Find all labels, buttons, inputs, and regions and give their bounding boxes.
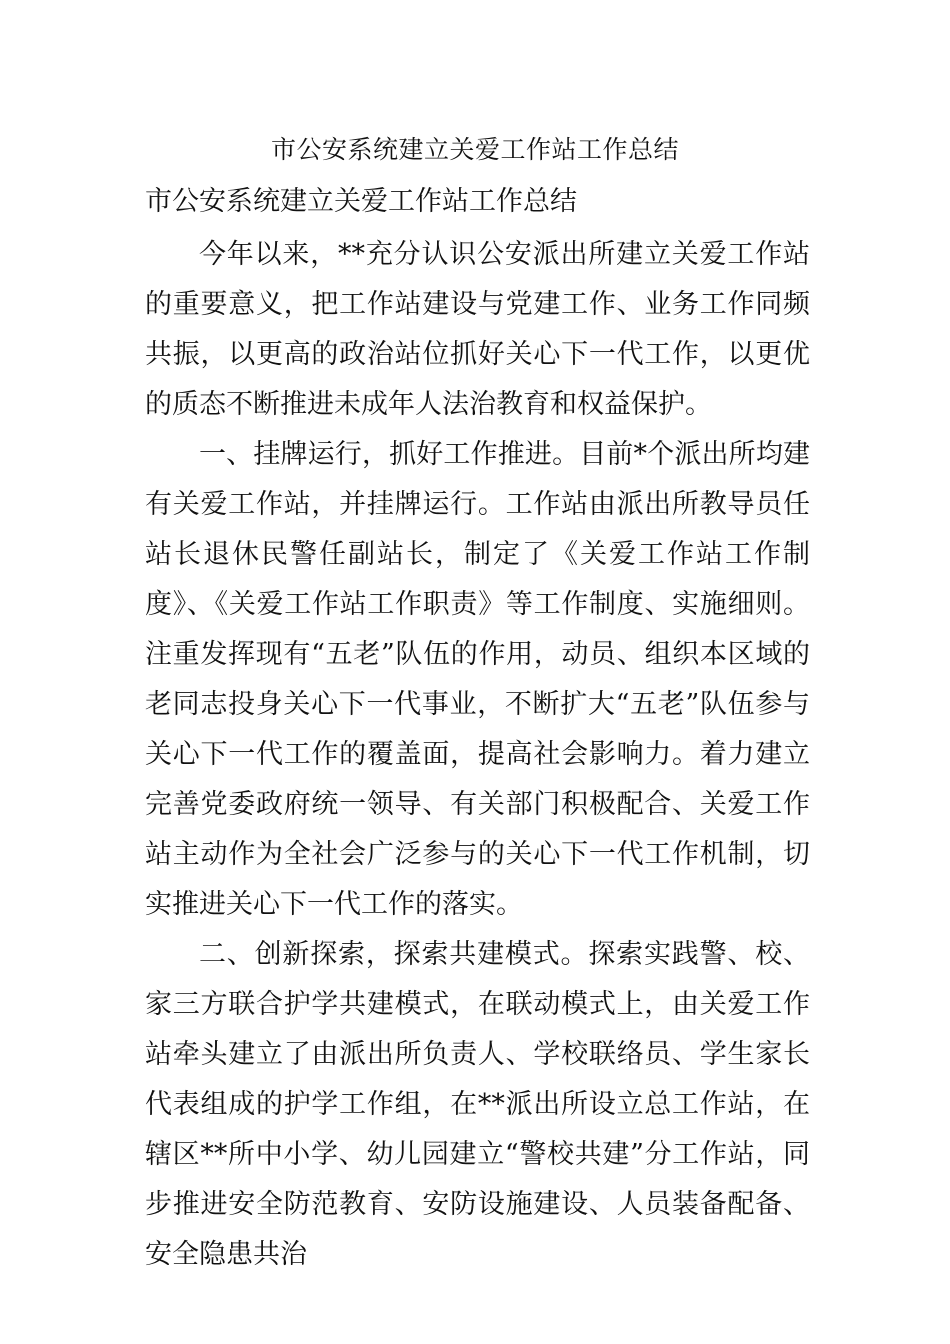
paragraph-section-two: 二、创新探索，探索共建模式。探索实践警、校、家三方联合护学共建模式，在联动模式上，由关爱工作站牵头建立了由派出所负责人、学校联络员、学生家长代表组成的护学工作组，在**派出所设立总工作站，在辖区**所中小学、幼儿园建立“警校共建”分工作站，同步推进安全防范教育、安防设施建设、人员装备配备、安全隐患共治	[145, 939, 810, 1270]
document-body	[145, 230, 810, 1280]
document-title: 市公安系统建立关爱工作站工作总结	[270, 135, 679, 164]
paragraph-section-one: 一、挂牌运行，抓好工作推进。目前*个派出所均建有关爱工作站，并挂牌运行。工作站由派出所教导员任站长退休民警任副站长，制定了《关爱工作站工作制度》、《关爱工作站工作职责》等工作制度、实施细则。注重发挥现有“五老”队伍的作用，动员、组织本区域的老同志投身关心下一代事业，不断扩大“五老”队伍参与关心下一代工作的覆盖面，提高社会影响力。着力建立完善党委政府统一领导、有关部门积极配合、关爱工作站主动作为全社会广泛参与的关心下一代工作机制，切实推进关心下一代工作的落实。	[145, 439, 810, 920]
paragraph-intro: 今年以来，**充分认识公安派出所建立关爱工作站的重要意义，把工作站建设与党建工作、业务工作同频共振，以更高的政治站位抓好关心下一代工作，以更优的质态不断推进未成年人法治教育和权益保护。	[145, 239, 810, 420]
document-subtitle: 市公安系统建立关爱工作站工作总结	[145, 186, 577, 217]
